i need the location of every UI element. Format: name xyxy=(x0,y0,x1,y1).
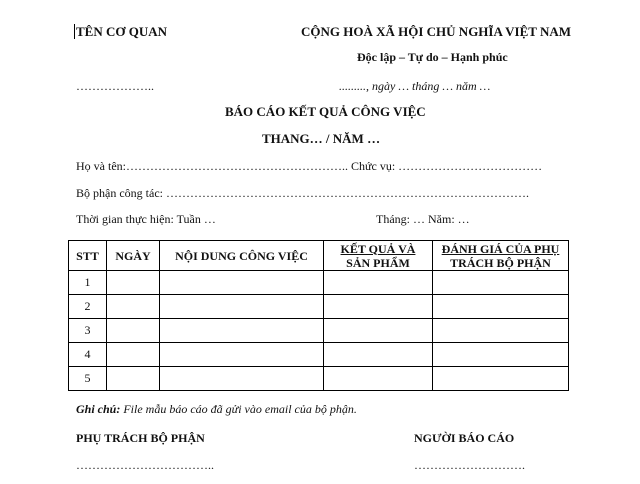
table-row xyxy=(69,319,569,343)
supervisor-signature-title: PHỤ TRÁCH BỘ PHẬN xyxy=(76,431,205,445)
header-stt: STT xyxy=(69,241,107,271)
text-cursor xyxy=(74,24,75,39)
date-cell[interactable] xyxy=(107,271,160,295)
evaluation-cell[interactable] xyxy=(433,367,569,391)
header-work-content: NỘI DUNG CÔNG VIỆC xyxy=(160,241,324,271)
header-date: NGÀY xyxy=(107,241,160,271)
row-number: 4 xyxy=(69,343,107,367)
table-header-row xyxy=(69,241,569,271)
evaluation-cell[interactable] xyxy=(433,295,569,319)
month-year-line: Tháng: … Năm: … xyxy=(376,212,470,226)
table-row xyxy=(69,343,569,367)
evaluation-cell[interactable] xyxy=(433,343,569,367)
national-motto: Độc lập – Tự do – Hạnh phúc xyxy=(357,50,508,64)
date-cell[interactable] xyxy=(107,343,160,367)
table-row xyxy=(69,271,569,295)
supervisor-signature-dots: …………………………….. xyxy=(76,458,214,472)
agency-placeholder-dots: ……………….. xyxy=(76,79,154,93)
table-row xyxy=(69,367,569,391)
header-evaluation: ĐÁNH GIÁ CỦA PHỤ TRÁCH BỘ PHẬN xyxy=(433,241,569,271)
row-number: 3 xyxy=(69,319,107,343)
header-result: KẾT QUẢ VÀ SẢN PHẨM xyxy=(324,241,433,271)
department-line: Bộ phận công tác: ………………………………………………………………………………. xyxy=(76,186,529,200)
date-cell[interactable] xyxy=(107,367,160,391)
report-table xyxy=(68,240,569,391)
row-number: 1 xyxy=(69,271,107,295)
note xyxy=(76,402,357,417)
name-position-line: Họ và tên:……………………………………………….. Chức vụ: ……………………………… xyxy=(76,159,543,173)
reporter-signature-title: NGƯỜI BÁO CÁO xyxy=(414,431,515,445)
content-cell[interactable] xyxy=(160,343,324,367)
agency-name: TÊN CƠ QUAN xyxy=(76,24,168,39)
republic-heading: CỘNG HOÀ XÃ HỘI CHỦ NGHĨA VIỆT NAM xyxy=(301,24,572,39)
note-label: Ghi chú: xyxy=(76,402,121,416)
result-cell[interactable] xyxy=(324,271,433,295)
note-text: File mẫu báo cáo đã gửi vào email của bộ phận. xyxy=(123,402,357,416)
result-cell[interactable] xyxy=(324,367,433,391)
content-cell[interactable] xyxy=(160,295,324,319)
reporter-signature-dots: ………………………. xyxy=(414,458,525,472)
content-cell[interactable] xyxy=(160,271,324,295)
date-line: ........., ngày … tháng … năm … xyxy=(339,79,491,93)
date-cell[interactable] xyxy=(107,295,160,319)
date-cell[interactable] xyxy=(107,319,160,343)
result-cell[interactable] xyxy=(324,295,433,319)
result-cell[interactable] xyxy=(324,343,433,367)
row-number: 5 xyxy=(69,367,107,391)
report-title: BÁO CÁO KẾT QUẢ CÔNG VIỆC xyxy=(225,104,426,119)
evaluation-cell[interactable] xyxy=(433,271,569,295)
evaluation-cell[interactable] xyxy=(433,319,569,343)
row-number: 2 xyxy=(69,295,107,319)
report-period-title: THANG… / NĂM … xyxy=(262,131,381,146)
table-row xyxy=(69,295,569,319)
content-cell[interactable] xyxy=(160,367,324,391)
result-cell[interactable] xyxy=(324,319,433,343)
work-period-line: Thời gian thực hiện: Tuần … xyxy=(76,212,216,226)
content-cell[interactable] xyxy=(160,319,324,343)
